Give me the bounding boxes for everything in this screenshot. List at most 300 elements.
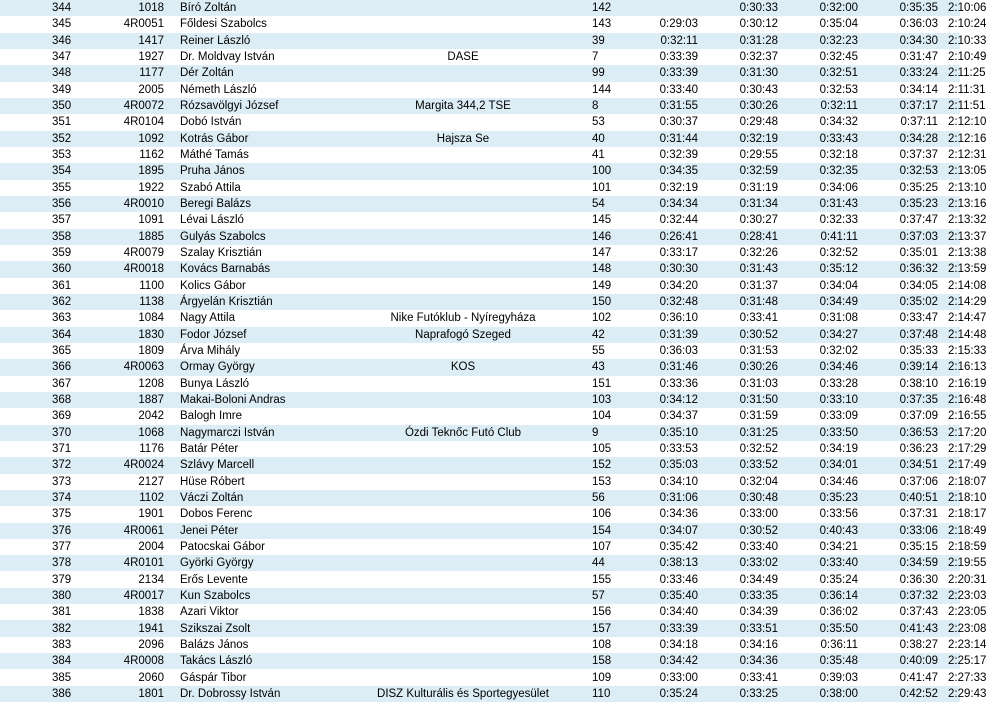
split4-cell: 0:37:43 xyxy=(868,604,948,620)
split3-cell: 0:34:19 xyxy=(788,441,868,457)
category-rank-cell: 110 xyxy=(588,686,628,702)
split4-cell: 0:33:24 xyxy=(868,65,948,81)
split4-cell: 0:37:47 xyxy=(868,212,948,228)
split1-cell: 0:34:37 xyxy=(628,408,708,424)
split2-cell: 0:31:30 xyxy=(708,65,788,81)
club-cell xyxy=(338,229,588,245)
club-cell: Nike Futóklub - Nyíregyháza xyxy=(338,310,588,326)
table-row xyxy=(0,229,960,245)
split4-cell: 0:37:37 xyxy=(868,147,948,163)
club-cell: Naprafogó Szeged xyxy=(338,327,588,343)
rank-cell: 366 xyxy=(0,359,88,375)
bib-cell: 1176 xyxy=(88,441,168,457)
category-rank-cell: 41 xyxy=(588,147,628,163)
bib-cell: 1092 xyxy=(88,131,168,147)
split1-cell: 0:33:39 xyxy=(628,49,708,65)
table-row xyxy=(0,327,960,343)
name-cell: Hüse Róbert xyxy=(168,474,338,490)
split1-cell: 0:33:40 xyxy=(628,82,708,98)
total-time-cell: 2:12:16 xyxy=(948,131,960,147)
club-cell xyxy=(338,555,588,571)
name-cell: Bíró Zoltán xyxy=(168,0,338,16)
club-cell xyxy=(338,376,588,392)
split3-cell: 0:34:46 xyxy=(788,474,868,490)
split1-cell: 0:26:41 xyxy=(628,229,708,245)
club-cell: DASE xyxy=(338,49,588,65)
bib-cell: 4R0010 xyxy=(88,196,168,212)
category-rank-cell: 156 xyxy=(588,604,628,620)
name-cell: Árgyelán Krisztián xyxy=(168,294,338,310)
split3-cell: 0:31:43 xyxy=(788,196,868,212)
total-time-cell: 2:13:05 xyxy=(948,163,960,179)
name-cell: Kotrás Gábor xyxy=(168,131,338,147)
split3-cell: 0:35:50 xyxy=(788,620,868,636)
table-row xyxy=(0,555,960,571)
split4-cell: 0:41:43 xyxy=(868,620,948,636)
split3-cell: 0:35:12 xyxy=(788,261,868,277)
name-cell: Kolics Gábor xyxy=(168,278,338,294)
total-time-cell: 2:17:49 xyxy=(948,457,960,473)
category-rank-cell: 56 xyxy=(588,490,628,506)
split3-cell: 0:32:45 xyxy=(788,49,868,65)
rank-cell: 370 xyxy=(0,425,88,441)
name-cell: Németh László xyxy=(168,82,338,98)
split2-cell: 0:31:25 xyxy=(708,425,788,441)
total-time-cell: 2:14:29 xyxy=(948,294,960,310)
split1-cell: 0:34:36 xyxy=(628,506,708,522)
name-cell: Dr. Moldvay István xyxy=(168,49,338,65)
split1-cell: 0:34:42 xyxy=(628,653,708,669)
bib-cell: 1068 xyxy=(88,425,168,441)
bib-cell: 2127 xyxy=(88,474,168,490)
table-row xyxy=(0,343,960,359)
split3-cell: 0:39:03 xyxy=(788,669,868,685)
split3-cell: 0:32:52 xyxy=(788,245,868,261)
split2-cell: 0:31:48 xyxy=(708,294,788,310)
table-row xyxy=(0,82,960,98)
table-row xyxy=(0,98,960,114)
table-row xyxy=(0,686,960,702)
split2-cell: 0:32:04 xyxy=(708,474,788,490)
category-rank-cell: 54 xyxy=(588,196,628,212)
table-row xyxy=(0,359,960,375)
split4-cell: 0:34:14 xyxy=(868,82,948,98)
split4-cell: 0:37:06 xyxy=(868,474,948,490)
split3-cell: 0:40:43 xyxy=(788,523,868,539)
table-row xyxy=(0,506,960,522)
rank-cell: 349 xyxy=(0,82,88,98)
table-row xyxy=(0,539,960,555)
category-rank-cell: 151 xyxy=(588,376,628,392)
club-cell xyxy=(338,163,588,179)
total-time-cell: 2:18:10 xyxy=(948,490,960,506)
split4-cell: 0:31:47 xyxy=(868,49,948,65)
table-row xyxy=(0,620,960,636)
table-row xyxy=(0,131,960,147)
category-rank-cell: 106 xyxy=(588,506,628,522)
split2-cell: 0:32:26 xyxy=(708,245,788,261)
total-time-cell: 2:12:10 xyxy=(948,114,960,130)
bib-cell: 2060 xyxy=(88,669,168,685)
bib-cell: 1922 xyxy=(88,180,168,196)
split3-cell: 0:33:10 xyxy=(788,392,868,408)
name-cell: Dr. Dobrossy István xyxy=(168,686,338,702)
split1-cell: 0:31:44 xyxy=(628,131,708,147)
table-row xyxy=(0,180,960,196)
split3-cell: 0:33:28 xyxy=(788,376,868,392)
split1-cell: 0:35:40 xyxy=(628,588,708,604)
split2-cell: 0:32:19 xyxy=(708,131,788,147)
club-cell: Ózdi Teknőc Futó Club xyxy=(338,425,588,441)
category-rank-cell: 43 xyxy=(588,359,628,375)
rank-cell: 382 xyxy=(0,620,88,636)
category-rank-cell: 155 xyxy=(588,571,628,587)
name-cell: Bunya László xyxy=(168,376,338,392)
split4-cell: 0:37:35 xyxy=(868,392,948,408)
table-row xyxy=(0,163,960,179)
rank-cell: 377 xyxy=(0,539,88,555)
category-rank-cell: 148 xyxy=(588,261,628,277)
split2-cell: 0:30:52 xyxy=(708,327,788,343)
bib-cell: 4R0104 xyxy=(88,114,168,130)
total-time-cell: 2:18:07 xyxy=(948,474,960,490)
table-row xyxy=(0,457,960,473)
category-rank-cell: 8 xyxy=(588,98,628,114)
split2-cell: 0:32:37 xyxy=(708,49,788,65)
bib-cell: 1018 xyxy=(88,0,168,16)
split4-cell: 0:40:51 xyxy=(868,490,948,506)
split4-cell: 0:35:23 xyxy=(868,196,948,212)
split2-cell: 0:31:34 xyxy=(708,196,788,212)
split1-cell: 0:34:34 xyxy=(628,196,708,212)
name-cell: Gulyás Szabolcs xyxy=(168,229,338,245)
split2-cell: 0:34:49 xyxy=(708,571,788,587)
split1-cell: 0:32:39 xyxy=(628,147,708,163)
split3-cell: 0:35:48 xyxy=(788,653,868,669)
split3-cell: 0:32:23 xyxy=(788,33,868,49)
split2-cell: 0:29:55 xyxy=(708,147,788,163)
split1-cell: 0:30:30 xyxy=(628,261,708,277)
bib-cell: 4R0024 xyxy=(88,457,168,473)
bib-cell: 1208 xyxy=(88,376,168,392)
bib-cell: 1901 xyxy=(88,506,168,522)
total-time-cell: 2:23:05 xyxy=(948,604,960,620)
rank-cell: 348 xyxy=(0,65,88,81)
split2-cell: 0:34:39 xyxy=(708,604,788,620)
split4-cell: 0:34:59 xyxy=(868,555,948,571)
bib-cell: 1887 xyxy=(88,392,168,408)
category-rank-cell: 105 xyxy=(588,441,628,457)
rank-cell: 359 xyxy=(0,245,88,261)
category-rank-cell: 143 xyxy=(588,16,628,32)
split4-cell: 0:34:30 xyxy=(868,33,948,49)
split1-cell: 0:34:40 xyxy=(628,604,708,620)
club-cell xyxy=(338,620,588,636)
name-cell: Dobó István xyxy=(168,114,338,130)
bib-cell: 4R0061 xyxy=(88,523,168,539)
bib-cell: 1177 xyxy=(88,65,168,81)
table-row xyxy=(0,65,960,81)
split3-cell: 0:34:49 xyxy=(788,294,868,310)
bib-cell: 1838 xyxy=(88,604,168,620)
split2-cell: 0:30:12 xyxy=(708,16,788,32)
total-time-cell: 2:17:29 xyxy=(948,441,960,457)
bib-cell: 4R0051 xyxy=(88,16,168,32)
split1-cell: 0:34:35 xyxy=(628,163,708,179)
split3-cell: 0:34:27 xyxy=(788,327,868,343)
split1-cell: 0:34:10 xyxy=(628,474,708,490)
rank-cell: 361 xyxy=(0,278,88,294)
split2-cell: 0:33:52 xyxy=(708,457,788,473)
category-rank-cell: 53 xyxy=(588,114,628,130)
bib-cell: 2134 xyxy=(88,571,168,587)
total-time-cell: 2:11:31 xyxy=(948,82,960,98)
bib-cell: 1102 xyxy=(88,490,168,506)
category-rank-cell: 101 xyxy=(588,180,628,196)
split2-cell: 0:33:00 xyxy=(708,506,788,522)
split2-cell: 0:33:41 xyxy=(708,310,788,326)
split1-cell: 0:32:11 xyxy=(628,33,708,49)
club-cell: Hajsza Se xyxy=(338,131,588,147)
total-time-cell: 2:10:33 xyxy=(948,33,960,49)
split3-cell: 0:36:11 xyxy=(788,637,868,653)
category-rank-cell: 57 xyxy=(588,588,628,604)
total-time-cell: 2:16:48 xyxy=(948,392,960,408)
club-cell: DISZ Kulturális és Sportegyesület xyxy=(338,686,588,702)
club-cell xyxy=(338,147,588,163)
name-cell: Rózsavölgyi József xyxy=(168,98,338,114)
name-cell: Batár Péter xyxy=(168,441,338,457)
split2-cell: 0:32:59 xyxy=(708,163,788,179)
total-time-cell: 2:17:20 xyxy=(948,425,960,441)
split4-cell: 0:37:32 xyxy=(868,588,948,604)
bib-cell: 1809 xyxy=(88,343,168,359)
split3-cell: 0:33:40 xyxy=(788,555,868,571)
club-cell xyxy=(338,506,588,522)
bib-cell: 1801 xyxy=(88,686,168,702)
category-rank-cell: 44 xyxy=(588,555,628,571)
split2-cell: 0:31:37 xyxy=(708,278,788,294)
split3-cell: 0:32:02 xyxy=(788,343,868,359)
bib-cell: 4R0079 xyxy=(88,245,168,261)
club-cell: Margita 344,2 TSE xyxy=(338,98,588,114)
name-cell: Fodor József xyxy=(168,327,338,343)
table-row xyxy=(0,278,960,294)
rank-cell: 383 xyxy=(0,637,88,653)
split1-cell: 0:36:03 xyxy=(628,343,708,359)
split3-cell: 0:35:24 xyxy=(788,571,868,587)
split1-cell: 0:33:36 xyxy=(628,376,708,392)
rank-cell: 346 xyxy=(0,33,88,49)
split2-cell: 0:33:25 xyxy=(708,686,788,702)
table-row xyxy=(0,33,960,49)
rank-cell: 376 xyxy=(0,523,88,539)
total-time-cell: 2:25:17 xyxy=(948,653,960,669)
table-row xyxy=(0,490,960,506)
total-time-cell: 2:29:43 xyxy=(948,686,960,702)
table-row xyxy=(0,425,960,441)
bib-cell: 4R0101 xyxy=(88,555,168,571)
rank-cell: 380 xyxy=(0,588,88,604)
club-cell xyxy=(338,65,588,81)
total-time-cell: 2:10:06 xyxy=(948,0,960,16)
category-rank-cell: 100 xyxy=(588,163,628,179)
split3-cell: 0:35:04 xyxy=(788,16,868,32)
split3-cell: 0:33:56 xyxy=(788,506,868,522)
split4-cell: 0:36:23 xyxy=(868,441,948,457)
club-cell xyxy=(338,441,588,457)
split2-cell: 0:28:41 xyxy=(708,229,788,245)
table-row xyxy=(0,637,960,653)
category-rank-cell: 109 xyxy=(588,669,628,685)
split4-cell: 0:34:05 xyxy=(868,278,948,294)
name-cell: Dér Zoltán xyxy=(168,65,338,81)
club-cell xyxy=(338,114,588,130)
split2-cell: 0:29:48 xyxy=(708,114,788,130)
table-row xyxy=(0,653,960,669)
total-time-cell: 2:18:59 xyxy=(948,539,960,555)
split1-cell: 0:35:24 xyxy=(628,686,708,702)
category-rank-cell: 158 xyxy=(588,653,628,669)
rank-cell: 356 xyxy=(0,196,88,212)
club-cell xyxy=(338,490,588,506)
split1-cell: 0:36:10 xyxy=(628,310,708,326)
category-rank-cell: 107 xyxy=(588,539,628,555)
name-cell: Nagy Attila xyxy=(168,310,338,326)
total-time-cell: 2:18:49 xyxy=(948,523,960,539)
total-time-cell: 2:16:13 xyxy=(948,359,960,375)
split4-cell: 0:35:25 xyxy=(868,180,948,196)
split2-cell: 0:31:50 xyxy=(708,392,788,408)
split3-cell: 0:34:04 xyxy=(788,278,868,294)
split1-cell: 0:32:44 xyxy=(628,212,708,228)
split2-cell: 0:34:36 xyxy=(708,653,788,669)
club-cell xyxy=(338,180,588,196)
rank-cell: 351 xyxy=(0,114,88,130)
split3-cell: 0:34:21 xyxy=(788,539,868,555)
total-time-cell: 2:13:37 xyxy=(948,229,960,245)
split4-cell: 0:35:33 xyxy=(868,343,948,359)
category-rank-cell: 55 xyxy=(588,343,628,359)
name-cell: Máthé Tamás xyxy=(168,147,338,163)
category-rank-cell: 99 xyxy=(588,65,628,81)
club-cell xyxy=(338,261,588,277)
table-row xyxy=(0,196,960,212)
club-cell xyxy=(338,343,588,359)
split1-cell: 0:33:39 xyxy=(628,620,708,636)
total-time-cell: 2:14:08 xyxy=(948,278,960,294)
split1-cell xyxy=(628,0,708,16)
bib-cell: 4R0072 xyxy=(88,98,168,114)
split4-cell: 0:40:09 xyxy=(868,653,948,669)
club-cell: KOS xyxy=(338,359,588,375)
rank-cell: 373 xyxy=(0,474,88,490)
split3-cell: 0:36:14 xyxy=(788,588,868,604)
split3-cell: 0:33:43 xyxy=(788,131,868,147)
category-rank-cell: 146 xyxy=(588,229,628,245)
rank-cell: 375 xyxy=(0,506,88,522)
total-time-cell: 2:11:51 xyxy=(948,98,960,114)
split3-cell: 0:32:18 xyxy=(788,147,868,163)
name-cell: Szikszai Zsolt xyxy=(168,620,338,636)
split4-cell: 0:38:10 xyxy=(868,376,948,392)
name-cell: Lévai László xyxy=(168,212,338,228)
club-cell xyxy=(338,523,588,539)
name-cell: Kovács Barnabás xyxy=(168,261,338,277)
name-cell: Balogh Imre xyxy=(168,408,338,424)
total-time-cell: 2:14:48 xyxy=(948,327,960,343)
split2-cell: 0:33:02 xyxy=(708,555,788,571)
name-cell: Reiner László xyxy=(168,33,338,49)
rank-cell: 357 xyxy=(0,212,88,228)
name-cell: Dobos Ferenc xyxy=(168,506,338,522)
split4-cell: 0:37:03 xyxy=(868,229,948,245)
name-cell: Erős Levente xyxy=(168,571,338,587)
total-time-cell: 2:18:17 xyxy=(948,506,960,522)
split3-cell: 0:38:00 xyxy=(788,686,868,702)
total-time-cell: 2:23:14 xyxy=(948,637,960,653)
total-time-cell: 2:10:49 xyxy=(948,49,960,65)
name-cell: Beregi Balázs xyxy=(168,196,338,212)
split1-cell: 0:34:07 xyxy=(628,523,708,539)
split2-cell: 0:30:52 xyxy=(708,523,788,539)
split2-cell: 0:33:41 xyxy=(708,669,788,685)
club-cell xyxy=(338,653,588,669)
club-cell xyxy=(338,212,588,228)
name-cell: Főldesi Szabolcs xyxy=(168,16,338,32)
split4-cell: 0:41:47 xyxy=(868,669,948,685)
table-row xyxy=(0,212,960,228)
split1-cell: 0:33:17 xyxy=(628,245,708,261)
split1-cell: 0:31:39 xyxy=(628,327,708,343)
category-rank-cell: 102 xyxy=(588,310,628,326)
rank-cell: 353 xyxy=(0,147,88,163)
split4-cell: 0:34:28 xyxy=(868,131,948,147)
split3-cell: 0:41:11 xyxy=(788,229,868,245)
split1-cell: 0:35:03 xyxy=(628,457,708,473)
name-cell: Szlávy Marcell xyxy=(168,457,338,473)
split2-cell: 0:31:03 xyxy=(708,376,788,392)
bib-cell: 4R0017 xyxy=(88,588,168,604)
split4-cell: 0:33:06 xyxy=(868,523,948,539)
split4-cell: 0:36:30 xyxy=(868,571,948,587)
total-time-cell: 2:13:16 xyxy=(948,196,960,212)
bib-cell: 4R0018 xyxy=(88,261,168,277)
total-time-cell: 2:15:33 xyxy=(948,343,960,359)
total-time-cell: 2:13:10 xyxy=(948,180,960,196)
category-rank-cell: 147 xyxy=(588,245,628,261)
rank-cell: 384 xyxy=(0,653,88,669)
split3-cell: 0:34:06 xyxy=(788,180,868,196)
name-cell: Nagymarczi István xyxy=(168,425,338,441)
bib-cell: 4R0063 xyxy=(88,359,168,375)
split4-cell: 0:37:11 xyxy=(868,114,948,130)
split2-cell: 0:31:19 xyxy=(708,180,788,196)
total-time-cell: 2:16:55 xyxy=(948,408,960,424)
split4-cell: 0:35:01 xyxy=(868,245,948,261)
bib-cell: 1941 xyxy=(88,620,168,636)
rank-cell: 367 xyxy=(0,376,88,392)
bib-cell: 2042 xyxy=(88,408,168,424)
split3-cell: 0:32:33 xyxy=(788,212,868,228)
club-cell xyxy=(338,474,588,490)
split1-cell: 0:33:39 xyxy=(628,65,708,81)
rank-cell: 363 xyxy=(0,310,88,326)
split4-cell: 0:42:52 xyxy=(868,686,948,702)
split3-cell: 0:34:32 xyxy=(788,114,868,130)
table-row xyxy=(0,523,960,539)
name-cell: Gáspár Tibor xyxy=(168,669,338,685)
